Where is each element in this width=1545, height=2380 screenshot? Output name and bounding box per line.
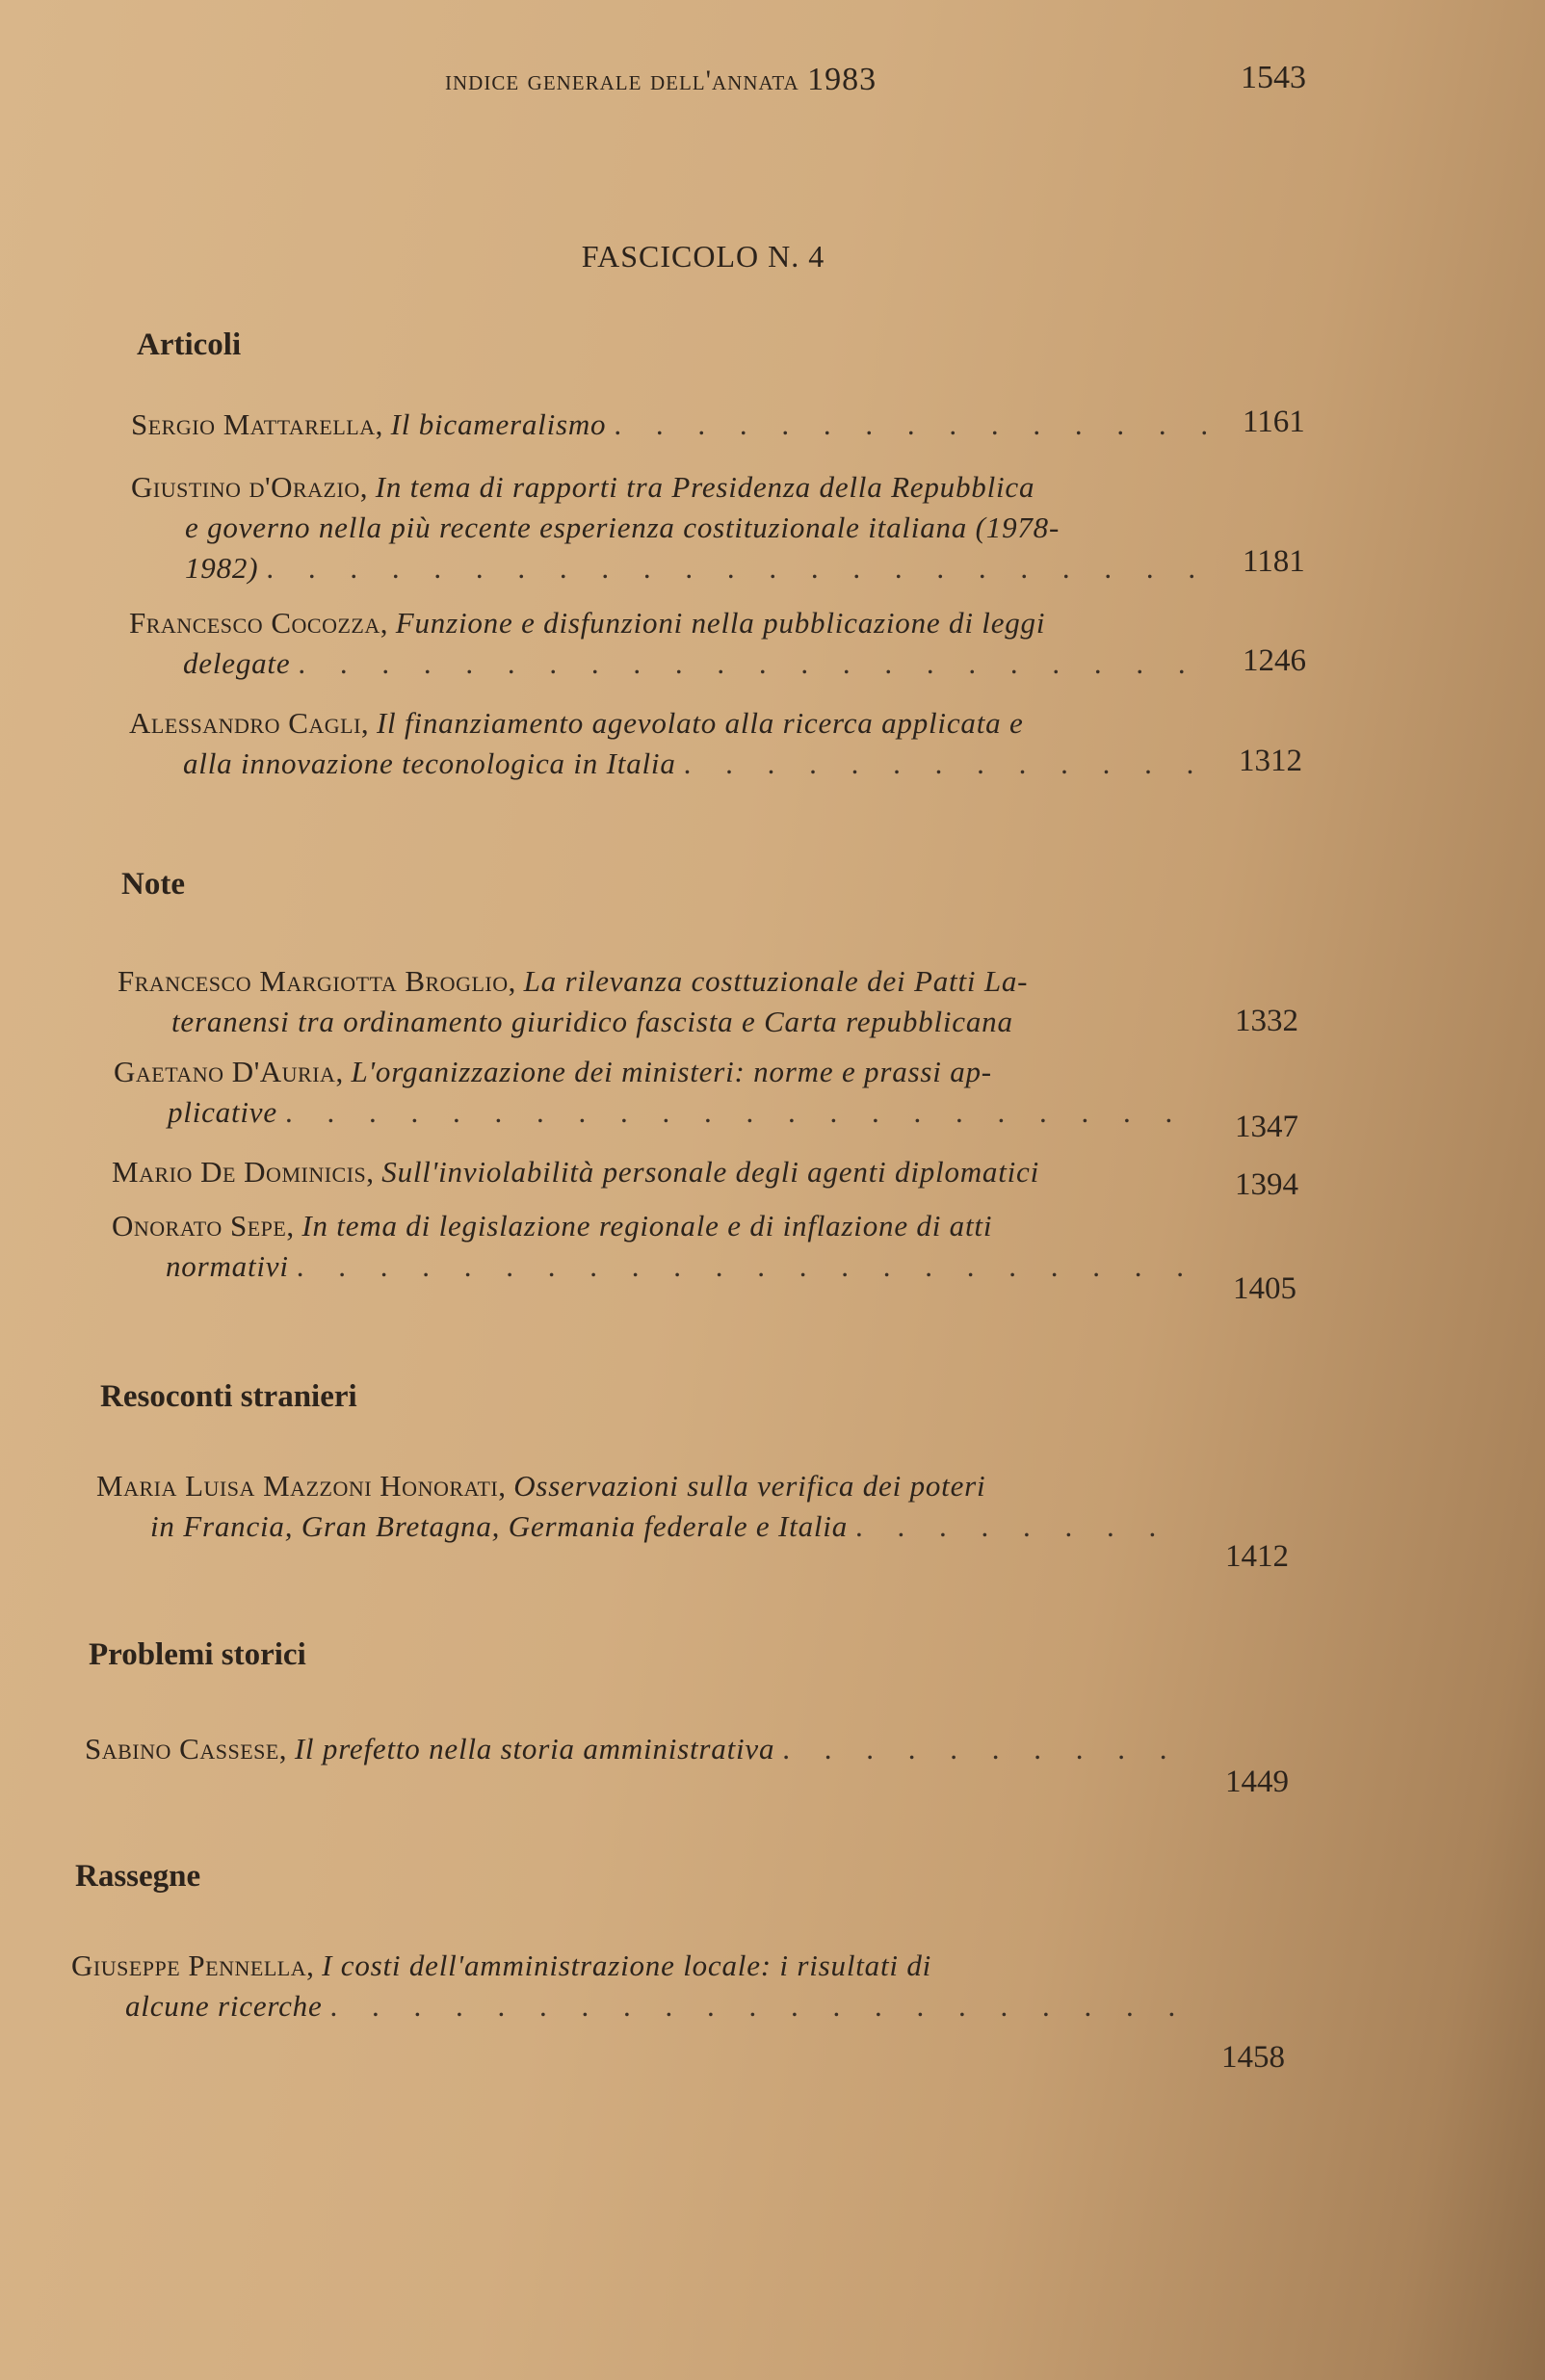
running-head [445,62,877,98]
toc-entry [118,961,1206,1042]
entry-title: I costi dell'amministrazione locale: i risultati di [322,1948,932,1982]
toc-entry [114,1052,1206,1133]
entry-author: Giustino d'Orazio, [131,470,368,504]
entry-title: In tema di legislazione regionale e di inflazione di atti [301,1209,993,1242]
toc-entry [129,603,1214,684]
entry-title-continued: delegate [183,646,291,680]
entry-author: Gaetano D'Auria, [114,1055,344,1088]
dot-leader [614,405,1206,445]
entry-title: Funzione e disfunzioni nella pubblicazione di leggi [395,606,1046,640]
dot-leader [855,1506,1187,1547]
entry-author: Francesco Margiotta Broglio, [118,964,516,998]
entry-title-continued: plicative [168,1095,277,1129]
entry-title: La rilevanza costtuzionale dei Patti La- [523,964,1029,998]
entry-title: Sull'inviolabilità personale degli agenti diplomatici [381,1155,1040,1189]
toc-entry [131,405,1214,445]
entry-page-number: 1312 [1239,744,1302,778]
entry-title-continued: in Francia, Gran Bretagna, Germania federale e Italia [150,1509,849,1543]
entry-page-number: 1347 [1235,1110,1298,1144]
entry-page-number: 1449 [1225,1765,1289,1799]
toc-entry [112,1206,1202,1287]
section-heading-note: Note [121,867,185,902]
entry-author: Francesco Cocozza, [129,606,388,640]
running-head-year: 1983 [807,62,877,97]
entry-author: Onorato Sepe, [112,1209,295,1242]
entry-title: Osservazioni sulla verifica dei poteri [513,1469,986,1503]
dot-leader [298,643,1206,684]
dot-leader [297,1246,1194,1287]
dot-leader [782,1729,1185,1769]
entry-page-number: 1412 [1225,1539,1289,1574]
entry-author: Mario De Dominicis, [112,1155,375,1189]
fascicle-title: FASCICOLO N. 4 [581,239,825,274]
toc-entry [129,703,1214,784]
entry-page-number: 1405 [1233,1271,1296,1306]
entry-page-number: 1458 [1221,2040,1285,2075]
entry-title: Il finanziamento agevolato alla ricerca applicata e [376,706,1024,740]
entry-title-continued: normativi [166,1249,289,1283]
toc-entry [131,467,1214,588]
entry-title: Il bicameralismo [390,407,607,441]
dot-leader [266,548,1206,588]
running-title: indice generale dell'annata [445,65,799,96]
toc-entry [112,1152,1204,1192]
entry-page-number: 1246 [1243,643,1306,678]
entry-page-number: 1394 [1235,1167,1298,1202]
entry-title-continued: 1982) [185,551,259,585]
section-heading-resoconti-stranieri: Resoconti stranieri [100,1379,357,1414]
dot-leader [684,744,1206,784]
entry-page-number: 1332 [1235,1004,1298,1038]
dot-leader [330,1986,1181,2027]
dot-leader [285,1092,1198,1133]
entry-author: Sergio Mattarella, [131,407,383,441]
entry-page-number: 1181 [1243,544,1305,579]
toc-entry [71,1946,1189,2027]
entry-author: Sabino Cassese, [85,1732,288,1765]
entry-title: In tema di rapporti tra Presidenza della Repubblica [375,470,1035,504]
section-heading-rassegne: Rassegne [75,1859,201,1894]
page-number: 1543 [1241,60,1306,95]
section-heading-problemi-storici: Problemi storici [89,1637,306,1672]
entry-title-continued: alla innovazione teconologica in Italia [183,746,676,780]
section-heading-articoli: Articoli [137,327,242,362]
entry-page-number: 1161 [1243,405,1305,439]
entry-title-continued: e governo nella più recente esperienza costituzionale italiana (1978- [185,510,1061,544]
toc-entry [96,1466,1194,1547]
toc-entry [85,1729,1192,1769]
entry-title-continued: teranensi tra ordinamento giuridico fascista e Carta repubblicana [171,1005,1013,1038]
entry-title-continued: alcune ricerche [125,1989,323,2023]
entry-author: Alessandro Cagli, [129,706,370,740]
entry-author: Maria Luisa Mazzoni Honorati, [96,1469,507,1503]
entry-author: Giuseppe Pennella, [71,1948,315,1982]
entry-title: L'organizzazione dei ministeri: norme e prassi ap- [351,1055,992,1088]
entry-title: Il prefetto nella storia amministrativa [294,1732,775,1765]
